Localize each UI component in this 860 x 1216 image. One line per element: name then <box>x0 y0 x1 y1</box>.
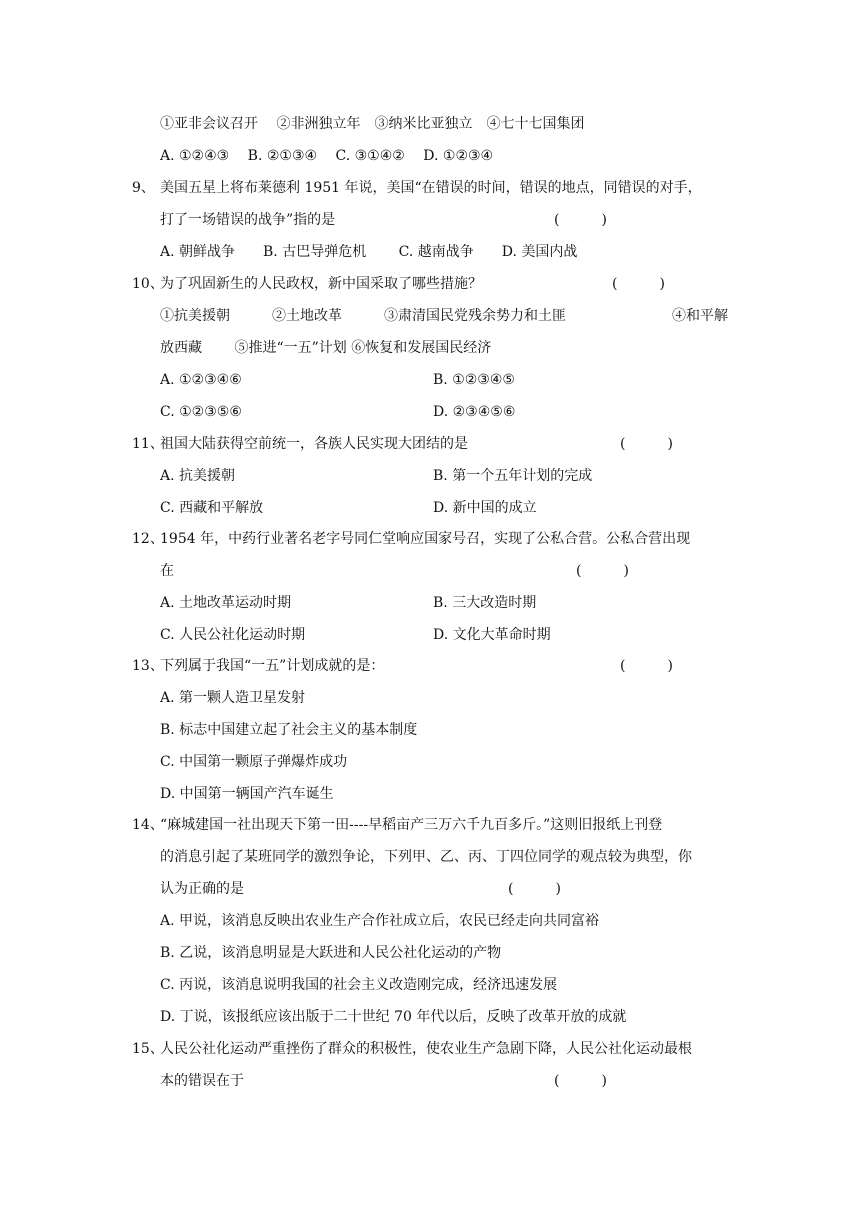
q9-stem-line1: 美国五星上将布莱德利 1951 年说，美国“在错误的时间，错误的地点，同错误的对手， <box>160 180 702 196</box>
q12-option-a: A. 土地改革运动时期 <box>160 595 292 611</box>
q9-number: 9、 <box>132 180 155 196</box>
q9-stem-line2: 打了一场错误的战争”指的是 <box>160 212 336 228</box>
q14-answer-paren: ( ) <box>508 881 561 897</box>
q11-number: 11、 <box>132 436 164 452</box>
q13-option-b: B. 标志中国建立起了社会主义的基本制度 <box>160 722 418 738</box>
q13-stem: 下列属于我国“一五”计划成就的是： <box>160 658 385 674</box>
q12-stem-line1: 1954 年，中药行业著名老字号同仁堂响应国家号召，实现了公私合营。公私合营出现 <box>160 531 691 547</box>
q13-answer-paren: ( ) <box>620 658 673 674</box>
q12-option-c: C. 人民公社化运动时期 <box>160 627 306 643</box>
q10-items-c: 放西藏 ⑤推进“一五”计划 ⑥恢复和发展国民经济 <box>160 340 492 356</box>
q13-option-c: C. 中国第一颗原子弹爆炸成功 <box>160 754 348 770</box>
q13-number: 13、 <box>132 658 164 674</box>
q14-stem-line3: 认为正确的是 <box>160 881 244 897</box>
q14-stem-line2: 的消息引起了某班同学的激烈争论，下列甲、乙、丙、丁四位同学的观点较为典型，你 <box>160 849 692 865</box>
q12-stem-line2: 在 <box>160 563 174 579</box>
q14-option-c: C. 丙说，该消息说明我国的社会主义改造刚完成，经济迅速发展 <box>160 977 558 993</box>
q11-option-a: A. 抗美援朝 <box>160 468 236 484</box>
q14-number: 14、 <box>132 817 164 833</box>
q14-option-b: B. 乙说，该消息明显是大跃进和人民公社化运动的产物 <box>160 945 502 961</box>
q12-option-b: B. 三大改造时期 <box>433 595 537 611</box>
q10-stem: 为了巩固新生的人民政权，新中国采取了哪些措施？ <box>160 276 482 292</box>
q12-number: 12、 <box>132 531 164 547</box>
q11-answer-paren: ( ) <box>620 436 673 452</box>
q9-answer-paren: ( ) <box>554 212 607 228</box>
q14-option-d: D. 丁说，该报纸应该出版于二十世纪 70 年代以后，反映了改革开放的成就 <box>160 1009 627 1025</box>
q11-option-b: B. 第一个五年计划的完成 <box>433 468 593 484</box>
q10-option-c: C. ①②③⑤⑥ <box>160 404 242 420</box>
q15-stem-line2: 本的错误在于 <box>160 1073 244 1089</box>
q12-answer-paren: ( ) <box>576 563 629 579</box>
q15-answer-paren: ( ) <box>554 1073 607 1089</box>
q10-answer-paren: ( ) <box>612 276 665 292</box>
q10-number: 10、 <box>132 276 164 292</box>
q11-stem: 祖国大陆获得空前统一，各族人民实现大团结的是 <box>160 436 468 452</box>
q10-option-d: D. ②③④⑤⑥ <box>433 404 516 420</box>
q13-option-d: D. 中国第一辆国产汽车诞生 <box>160 786 334 802</box>
q10-items-a: ①抗美援朝 ②土地改革 ③肃清国民党残余势力和土匪 <box>160 308 566 324</box>
q14-option-a: A. 甲说，该消息反映出农业生产合作社成立后，农民已经走向共同富裕 <box>160 913 600 929</box>
q11-option-d: D. 新中国的成立 <box>433 500 537 516</box>
q10-option-a: A. ①②③④⑥ <box>160 372 242 388</box>
q15-number: 15、 <box>132 1041 164 1057</box>
q15-stem-line1: 人民公社化运动严重挫伤了群众的积极性，使农业生产急剧下降，人民公社化运动最根 <box>160 1041 692 1057</box>
q11-option-c: C. 西藏和平解放 <box>160 500 264 516</box>
q8-options: A. ①②④③ B. ②①③④ C. ③①④② D. ①②③④ <box>160 148 494 164</box>
q9-options: A. 朝鲜战争 B. 古巴导弹危机 C. 越南战争 D. 美国内战 <box>160 244 578 260</box>
q8-items: ①亚非会议召开 ②非洲独立年 ③纳米比亚独立 ④七十七国集团 <box>160 116 585 132</box>
q10-option-b: B. ①②③④⑤ <box>433 372 515 388</box>
q12-option-d: D. 文化大革命时期 <box>433 627 551 643</box>
q14-stem-line1: “麻城建国一社出现天下第一田----早稻亩产三万六千九百多斤。”这则旧报纸上刊登 <box>160 817 663 833</box>
q10-items-b: ④和平解 <box>672 308 728 324</box>
q13-option-a: A. 第一颗人造卫星发射 <box>160 690 306 706</box>
